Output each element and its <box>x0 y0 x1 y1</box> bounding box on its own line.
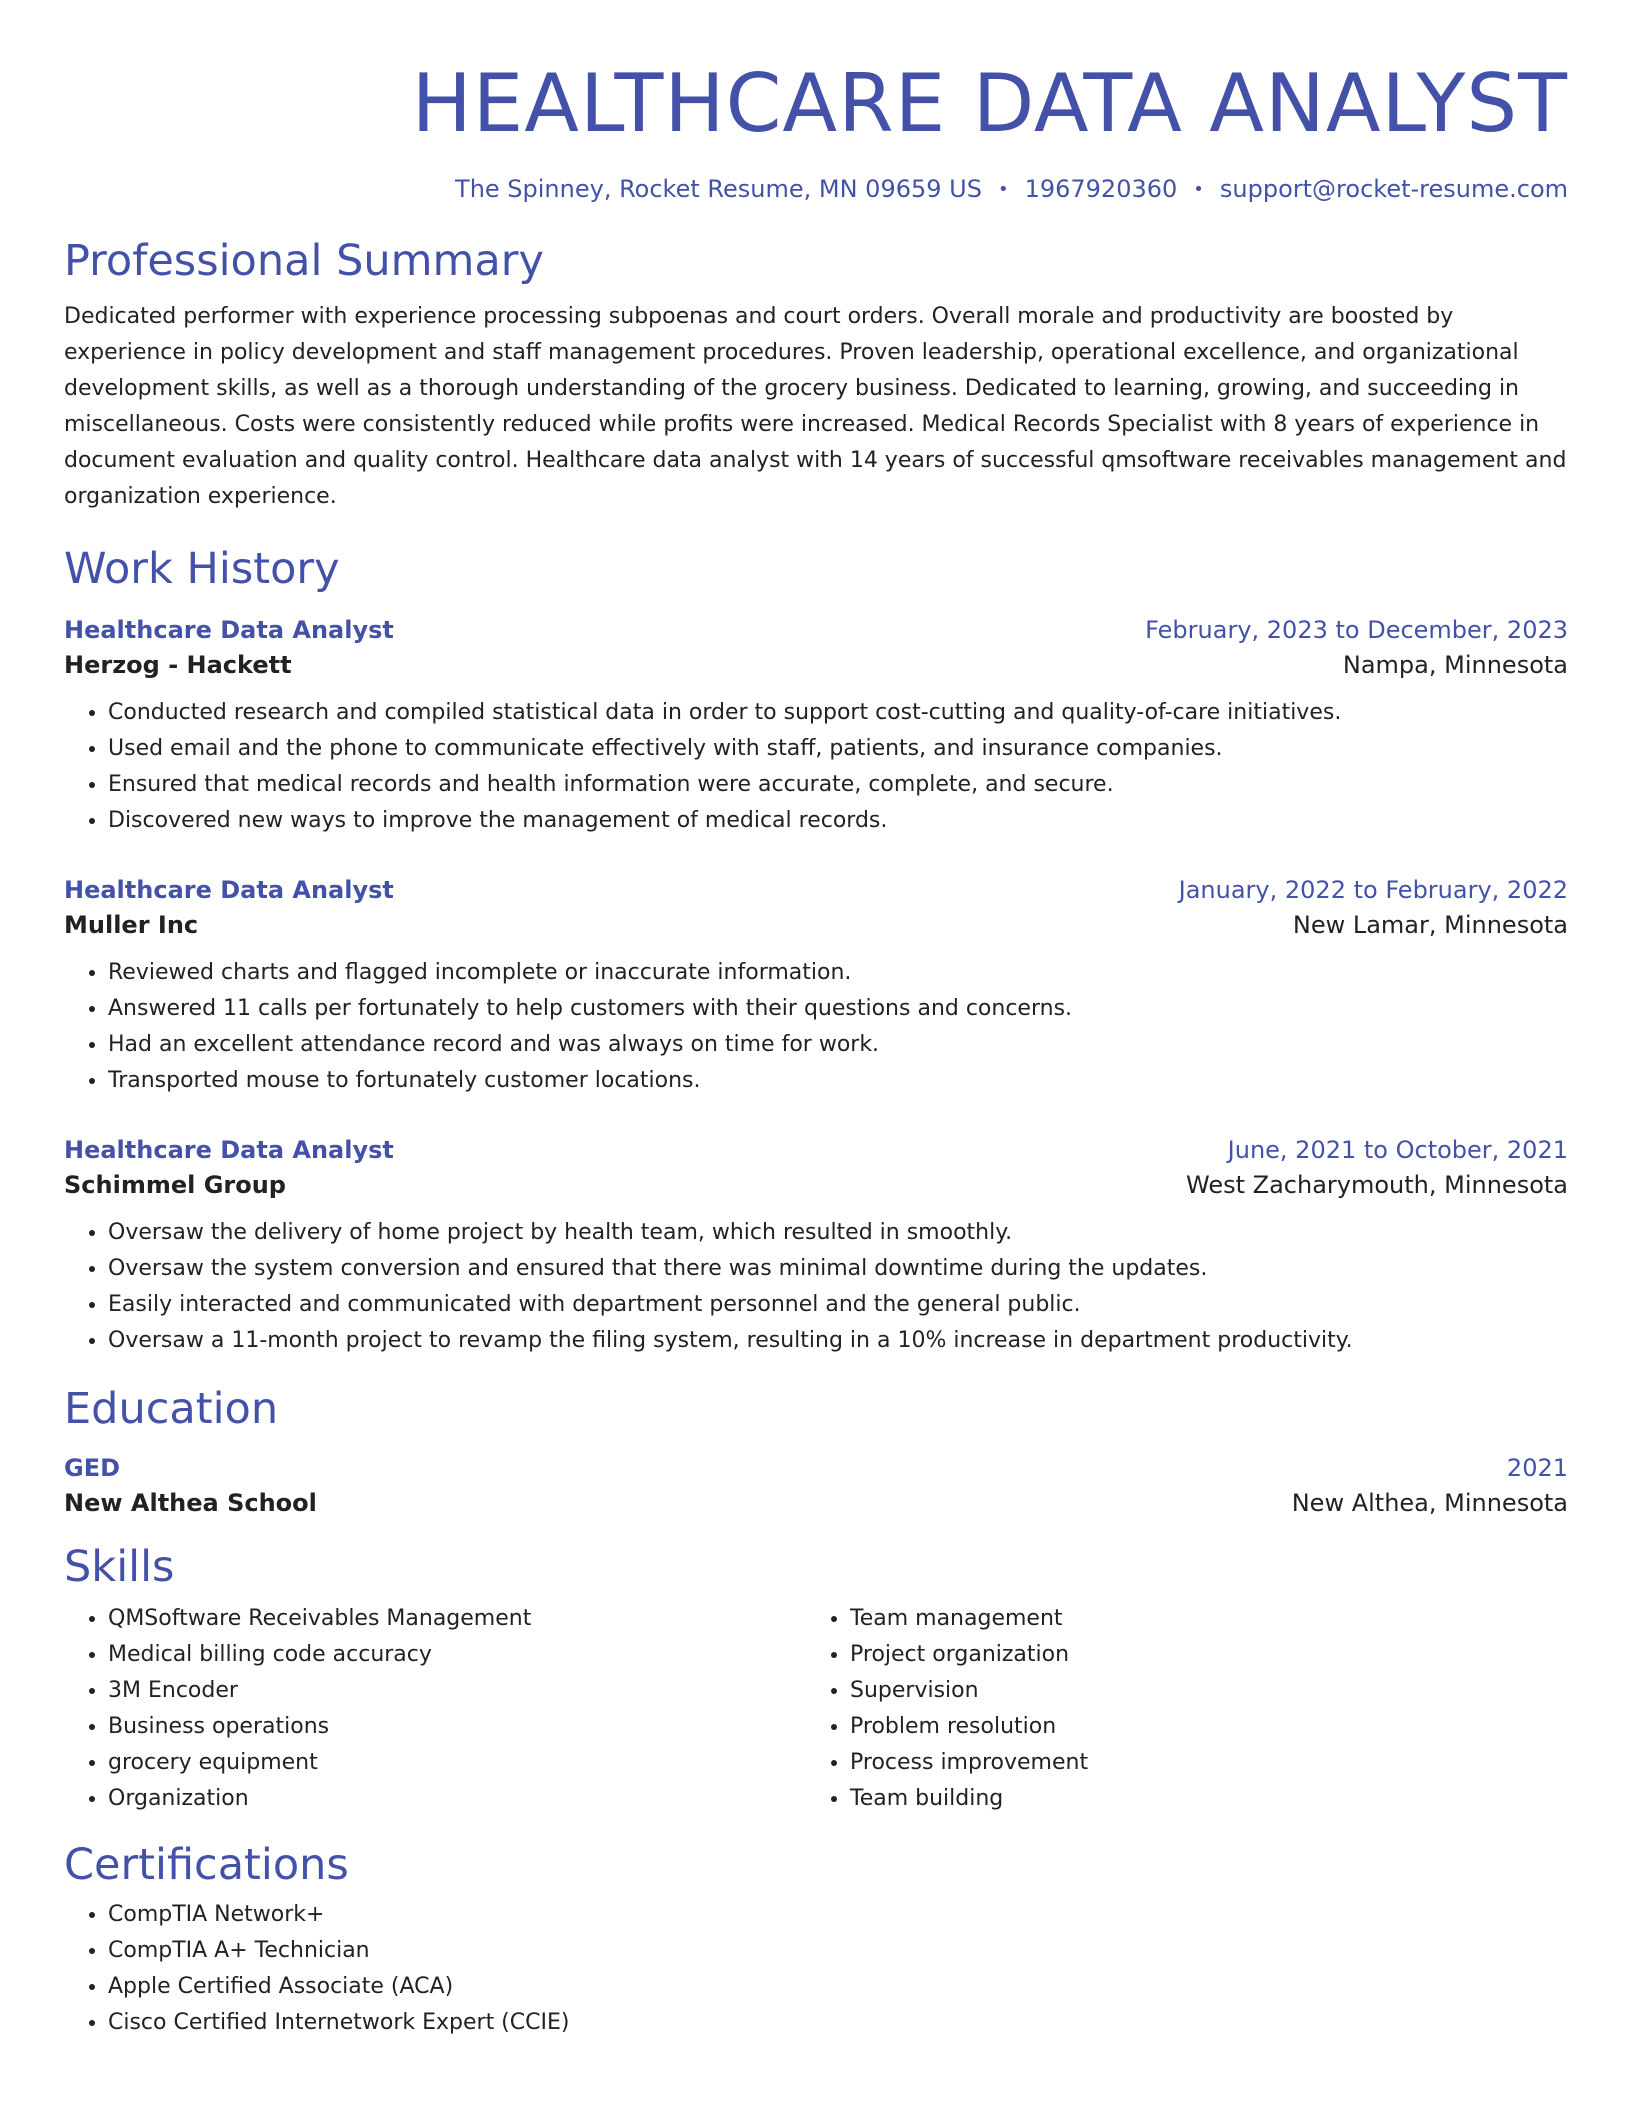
job-bullet: • Answered 11 calls per fortunately to help customers with their questions and concerns. <box>108 991 1568 1027</box>
job-title: Healthcare Data Analyst <box>64 876 394 904</box>
job-company-row <box>64 907 1568 943</box>
job-company: Schimmel Group <box>64 1171 286 1199</box>
skills-list <box>806 1601 1548 1817</box>
education-location: New Althea, Minnesota <box>1291 1489 1568 1517</box>
page-title: HEALTHCARE DATA ANALYST <box>411 57 1568 150</box>
job-bullet-list <box>64 955 1568 1099</box>
skill-item: • 3M Encoder <box>108 1673 806 1709</box>
skill-item: • Supervision <box>850 1673 1548 1709</box>
skill-item: • Problem resolution <box>850 1709 1548 1745</box>
job-bullet: • Used email and the phone to communicate effectively with staff, patients, and insurance companies. <box>108 731 1568 767</box>
contact-phone: 1967920360 <box>1024 175 1178 203</box>
job-bullet: • Ensured that medical records and health information were accurate, complete, and secure. <box>108 767 1568 803</box>
job-company: Muller Inc <box>64 911 199 939</box>
skill-item: • Process improvement <box>850 1745 1548 1781</box>
job-location: West Zacharymouth, Minnesota <box>1186 1171 1568 1199</box>
contact-line <box>64 174 1568 205</box>
skill-item: • Medical billing code accuracy <box>108 1637 806 1673</box>
work-history-heading: Work History <box>64 544 340 594</box>
job-bullet: • Oversaw a 11-month project to revamp the filing system, resulting in a 10% increase in department productivity. <box>108 1323 1568 1359</box>
skill-item: • Team building <box>850 1781 1548 1817</box>
job-location: Nampa, Minnesota <box>1342 651 1568 679</box>
certifications-list <box>64 1897 1568 2041</box>
education-school-row <box>64 1485 1568 1521</box>
skills-column-right <box>806 1597 1548 1817</box>
certification-item: • CompTIA A+ Technician <box>108 1933 1568 1969</box>
job-bullet: • Conducted research and compiled statistical data in order to support cost-cutting and quality-of-care initiatives. <box>108 695 1568 731</box>
job-bullet-list <box>64 695 1568 839</box>
skill-item: • Organization <box>108 1781 806 1817</box>
skill-item: • Project organization <box>850 1637 1548 1673</box>
contact-separator: • <box>997 179 1009 200</box>
contact-address: The Spinney, Rocket Resume, MN 09659 US <box>455 175 982 203</box>
summary-heading: Professional Summary <box>64 236 544 286</box>
education-entry <box>64 1451 1568 1521</box>
job-dates: January, 2022 to February, 2022 <box>1178 876 1568 904</box>
skill-item: • Team management <box>850 1601 1548 1637</box>
education-heading: Education <box>64 1384 279 1434</box>
skills-list <box>64 1601 806 1817</box>
job-title: Healthcare Data Analyst <box>64 1136 394 1164</box>
job-header-row <box>64 873 1568 907</box>
job-bullet: • Had an excellent attendance record and was always on time for work. <box>108 1027 1568 1063</box>
job-location: New Lamar, Minnesota <box>1292 911 1568 939</box>
job-entry <box>64 613 1568 839</box>
job-bullet: • Reviewed charts and flagged incomplete or inaccurate information. <box>108 955 1568 991</box>
certification-item: • Cisco Certified Internetwork Expert (CCIE) <box>108 2005 1568 2041</box>
certification-item: • Apple Certified Associate (ACA) <box>108 1969 1568 2005</box>
education-school: New Althea School <box>64 1489 317 1517</box>
education-header-row <box>64 1451 1568 1485</box>
job-dates: February, 2023 to December, 2023 <box>1145 616 1568 644</box>
job-bullet: • Discovered new ways to improve the management of medical records. <box>108 803 1568 839</box>
education-degree: GED <box>64 1454 121 1482</box>
job-header-row <box>64 1133 1568 1167</box>
skill-item: • Business operations <box>108 1709 806 1745</box>
job-company-row <box>64 1167 1568 1203</box>
job-bullet: • Easily interacted and communicated with department personnel and the general public. <box>108 1287 1568 1323</box>
certification-item: • CompTIA Network+ <box>108 1897 1568 1933</box>
job-entry <box>64 873 1568 1099</box>
skills-column-left <box>64 1597 806 1817</box>
job-bullet: • Oversaw the delivery of home project by health team, which resulted in smoothly. <box>108 1215 1568 1251</box>
certifications-heading: Certifications <box>64 1840 349 1890</box>
contact-email[interactable]: support@rocket-resume.com <box>1219 175 1568 203</box>
job-title: Healthcare Data Analyst <box>64 616 394 644</box>
skill-item: • QMSoftware Receivables Management <box>108 1601 806 1637</box>
resume-header <box>64 0 1568 205</box>
skills-heading: Skills <box>64 1542 175 1592</box>
summary-text: Dedicated performer with experience processing subpoenas and court orders. Overall morale and productivity are boosted by experience in policy development and staff management procedures. Proven leadership, operational excellence, and organizational development skills, as well as a thorough understanding of the grocery business. Dedicated to learning, growing, and succeeding in miscellaneous. Costs were consistently reduced while profits were increased. Medical Records Specialist with 8 years of experience in document evaluation and quality control. Healthcare data analyst with 14 years of successful qmsoftware receivables management and organization experience. <box>64 304 1567 509</box>
contact-separator: • <box>1193 179 1204 200</box>
job-bullet-list <box>64 1215 1568 1359</box>
job-company-row <box>64 647 1568 683</box>
skills-grid <box>64 1597 1568 1817</box>
education-year: 2021 <box>1506 1454 1568 1482</box>
job-entry <box>64 1133 1568 1359</box>
job-header-row <box>64 613 1568 647</box>
job-dates: June, 2021 to October, 2021 <box>1227 1136 1568 1164</box>
job-bullet: • Transported mouse to fortunately customer locations. <box>108 1063 1568 1099</box>
job-company: Herzog - Hackett <box>64 651 292 679</box>
skill-item: • grocery equipment <box>108 1745 806 1781</box>
job-bullet: • Oversaw the system conversion and ensured that there was minimal downtime during the updates. <box>108 1251 1568 1287</box>
